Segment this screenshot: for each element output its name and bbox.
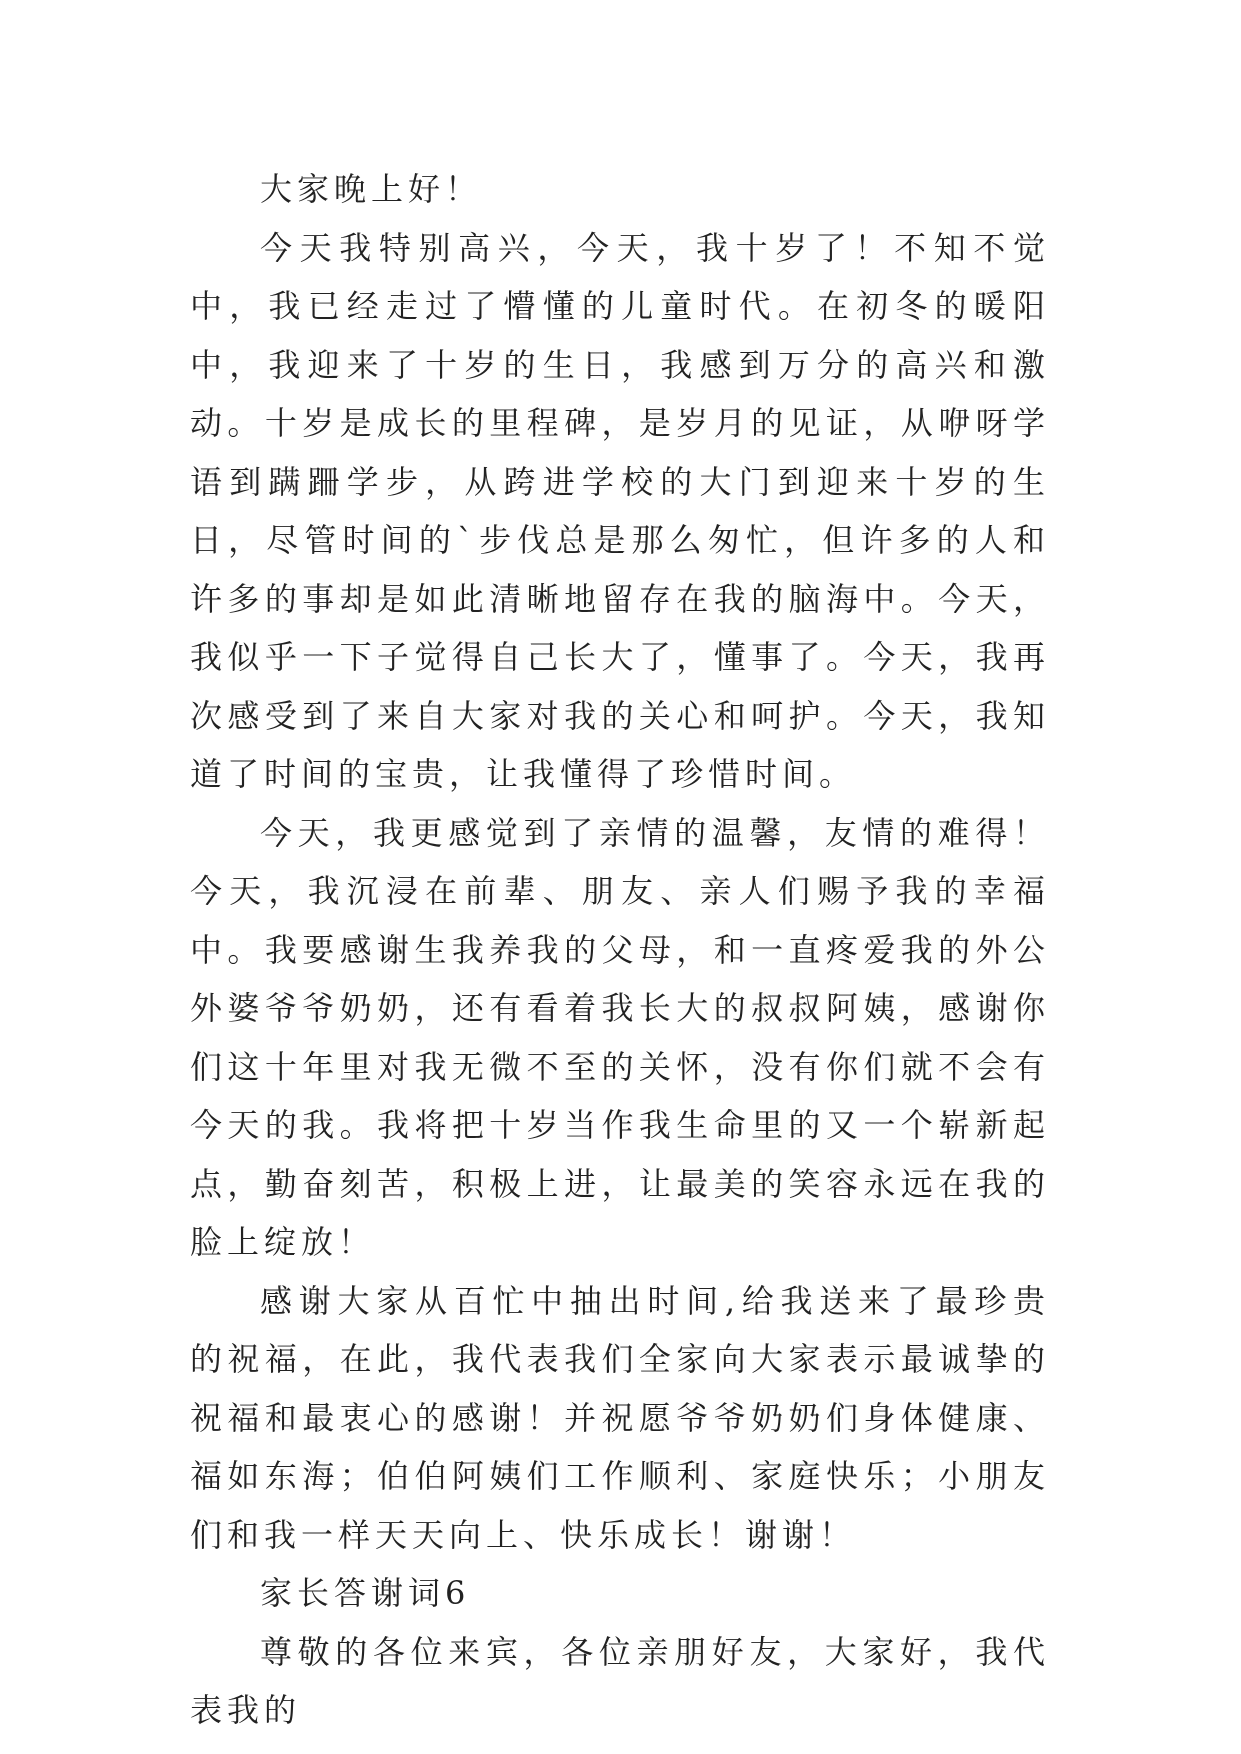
document-body: [190, 160, 1050, 1740]
body-paragraph-next: 尊敬的各位来宾，各位亲朋好友，大家好，我代表我的: [190, 1632, 1050, 1729]
body-paragraph-closing: 感谢大家从百忙中抽出时间,给我送来了最珍贵的祝福，在此，我代表我们全家向大家表示最诚挚的祝福和最衷心的感谢！并祝愿爷爷奶奶们身体健康、福如东海；伯伯阿姨们工作顺利、家庭快乐；小朋友们和我一样天天向上、快乐成长！谢谢！: [190, 1281, 1050, 1554]
body-paragraph-thanks-family: 今天，我更感觉到了亲情的温馨，友情的难得！今天，我沉浸在前辈、朋友、亲人们赐予我的幸福中。我要感谢生我养我的父母，和一直疼爱我的外公外婆爷爷奶奶，还有看着我长大的叔叔阿姨，感谢你们这十年里对我无微不至的关怀，没有你们就不会有今天的我。我将把十岁当作我生命里的又一个崭新起点，勤奋刻苦，积极上进，让最美的笑容永远在我的脸上绽放！: [190, 813, 1050, 1261]
greeting-paragraph: 大家晚上好！: [260, 170, 483, 208]
body-paragraph-birthday: 今天我特别高兴，今天，我十岁了！不知不觉中，我已经走过了懵懂的儿童时代。在初冬的暖阳中，我迎来了十岁的生日，我感到万分的高兴和激动。十岁是成长的里程碑，是岁月的见证，从咿呀学语到蹒跚学步，从跨进学校的大门到迎来十岁的生日，尽管时间的`步伐总是那么匆忙，但许多的人和许多的事却是如此清晰地留存在我的脑海中。今天，我似乎一下子觉得自己长大了，懂事了。今天，我再次感受到了来自大家对我的关心和呵护。今天，我知道了时间的宝贵，让我懂得了珍惜时间。: [190, 228, 1050, 793]
section-heading: 家长答谢词6: [260, 1574, 471, 1612]
